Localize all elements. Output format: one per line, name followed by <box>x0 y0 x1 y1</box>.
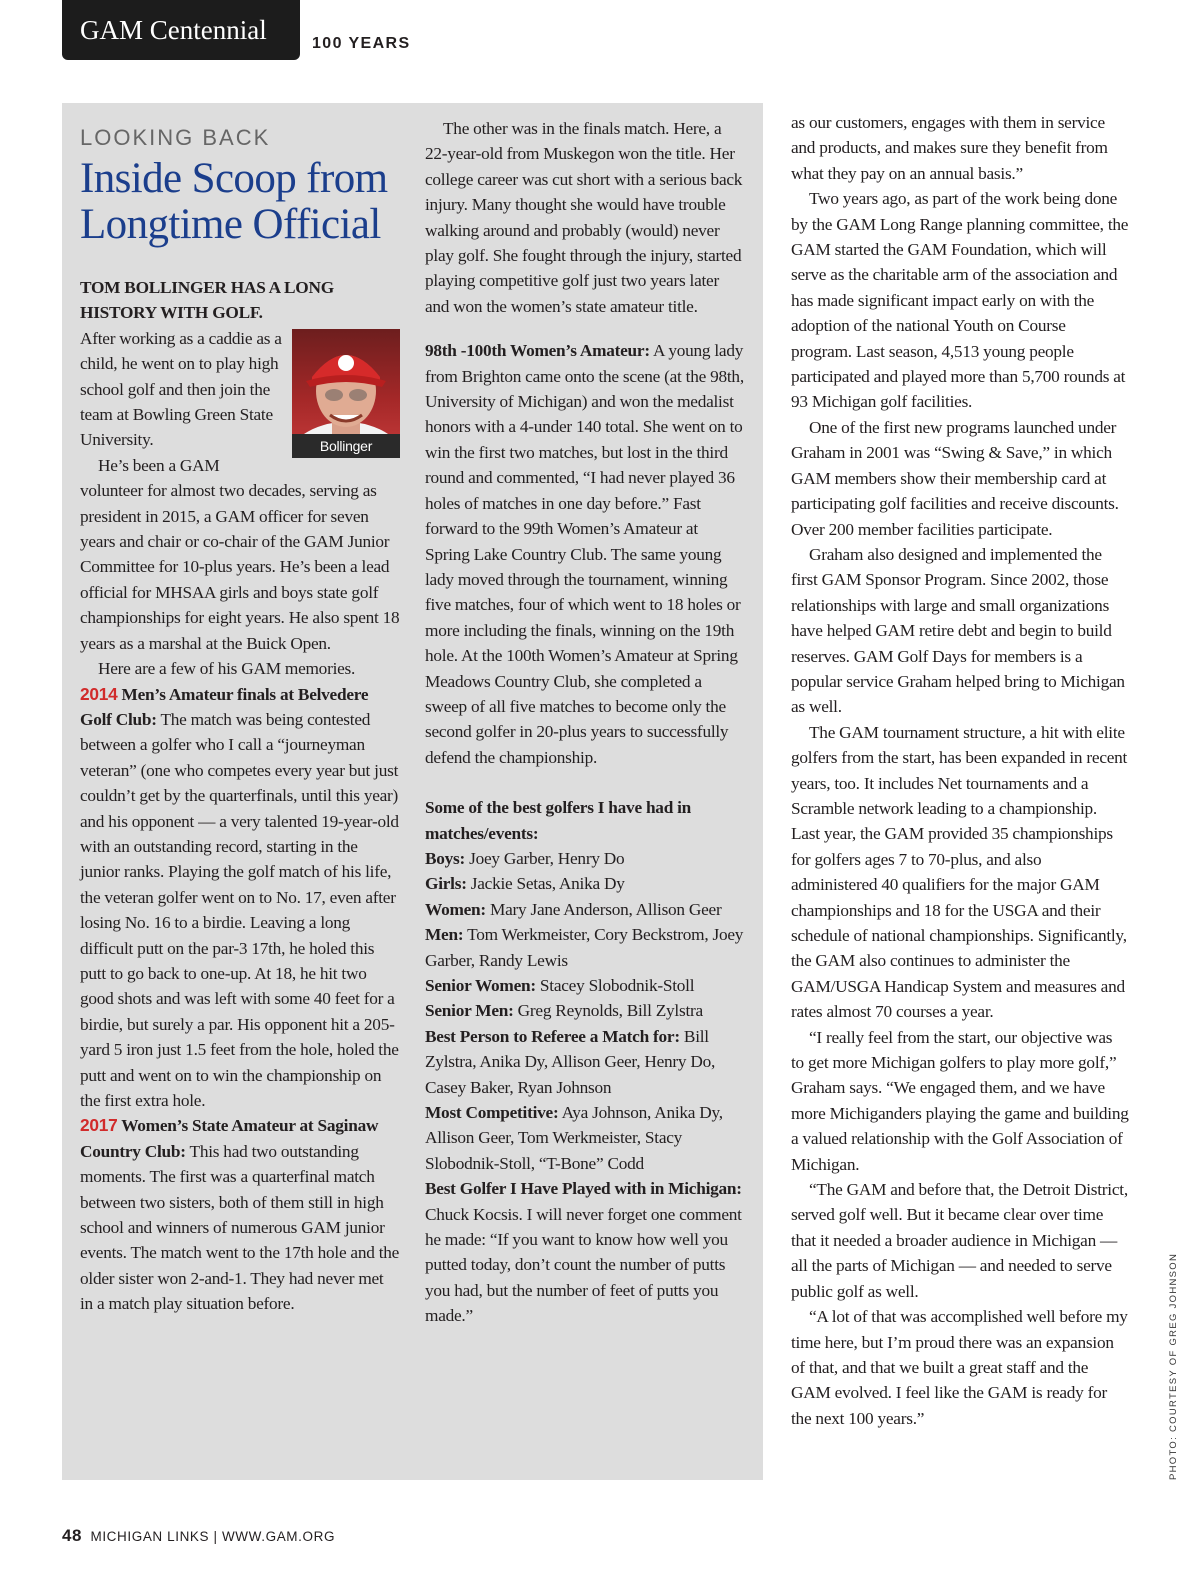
list-item-value: Jackie Setas, Anika Dy <box>466 874 625 894</box>
list-item-value: Stacey Slobodnik-Stoll <box>535 976 695 995</box>
best-golfers-heading: Some of the best golfers I have had in matches/events: <box>425 798 692 843</box>
list-item <box>425 1176 745 1328</box>
section-tab: GAM Centennial <box>62 0 300 60</box>
sidebar-column-2 <box>425 116 745 1329</box>
list-item <box>425 922 745 973</box>
article-paragraph: The GAM tournament structure, a hit with elite golfers from the start, has been expanded in recent years, too. It includes Net tournaments and a Scramble network leading to a championship. Last year, the GAM provided 35 championships for golfers ages 7 to 70-plus, and also administered 40 qualifiers for the major GAM championships and 18 for the USGA and their schedule of national championships. Significantly, the GAM also continues to administer the GAM/USGA Handicap System and measures and rates almost 70 courses a year. <box>791 722 1128 1022</box>
list-item <box>425 1100 745 1176</box>
memory-2017 <box>80 1113 400 1316</box>
list-item <box>425 897 745 922</box>
memory-2014-text: The match was being contested between a golfer who I call a “journeyman veteran” (one who competes every year but just couldn’t get by the quarterfinals, until this year) and his opponent — a very talented 19-year-old with an outstanding record, starting in the junior ranks. Playing the golf match of his life, the veteran golfer went on to No. 17, even after losing No. 16 to a birdie. Leaving a long difficult putt on the par-3 17th, he holed this putt to go back to one-up. At 18, he hit two good shots and was left with some 40 feet for a birdie, but surely a par. His opponent hit a 205-yard 5 iron just 1.5 feet from the hole, holed the putt and went on to win the championship on the first extra hole. <box>80 709 399 1110</box>
list-item-label: Best Person to Referee a Match for: <box>425 1026 680 1046</box>
list-item-label: Best Golfer I Have Played with in Michigan: <box>425 1179 742 1199</box>
memory-2017-title: Women’s State Amateur at Saginaw Country Club: <box>80 1116 379 1161</box>
footer-separator: | <box>213 1529 218 1544</box>
list-item-label: Senior Men: <box>425 1001 514 1021</box>
portrait-photo <box>292 329 400 458</box>
list-item-label: Senior Women: <box>425 976 536 995</box>
intro-paragraph-2: He’s been a GAM volunteer for almost two decades, serving as president in 2015, a GAM officer for seven years and chair or co-chair of the GAM Junior Committee for 10-plus years. He’s been a lead official for MHSAA girls and boys state golf championships for eight years. He also spent 18 years as a marshal at the Buick Open. <box>80 455 400 653</box>
memory-2017-text: This had two outstanding moments. The first was a quarterfinal match between two sisters, both of them still in high school and winners of numerous GAM junior events. The match went to the 17th hole and the older sister won 2-and-1. They had never met in a match play situation before. <box>80 1141 400 1314</box>
memory-2014-title: Men’s Amateur finals at Belvedere Golf Club: <box>80 684 369 729</box>
article-column <box>791 110 1129 1431</box>
intro-paragraph-3: Here are a few of his GAM memories. <box>98 659 356 679</box>
memory-2014 <box>80 682 400 1114</box>
section-subtitle: 100 YEARS <box>312 35 411 52</box>
article-paragraph: One of the first new programs launched under Graham in 2001 was “Swing & Save,” in which GAM members show their membership card at participating golf facilities and receive discounts. Over 200 member facilities participate. <box>791 417 1119 539</box>
list-item-label: Girls: <box>425 874 467 894</box>
article-paragraph: “The GAM and before that, the Detroit District, served golf well. But it became clear over time that it needed a broader audience in Michigan — all the parts of Michigan — and needed to serve public golf as well. <box>791 1180 1128 1301</box>
memory-2017-continued: The other was in the finals match. Here, a 22-year-old from Muskegon won the title. Her college career was cut short with a serious back injury. Many thought she would have trouble walking around and probably (would) never play golf. She fought through the injury, started playing competitive golf just two years later and won the women’s state amateur title. <box>425 119 743 316</box>
memory-womens-amateur-title: 98th -100th Women’s Amateur: <box>425 341 650 361</box>
website-link[interactable]: WWW.GAM.ORG <box>221 1529 336 1544</box>
intro-paragraph-1: After working as a caddie as a child, he went on to play high school golf and then join the team at Bowling Green State University. <box>80 328 282 450</box>
list-item <box>425 998 745 1023</box>
list-item <box>425 846 745 871</box>
list-item-label: Boys: <box>425 848 466 868</box>
page-number: 48 <box>62 1526 83 1545</box>
list-item-value: Tom Werkmeister, Cory Beckstrom, Joey Garber, Randy Lewis <box>425 925 744 970</box>
sidebar-title: Inside Scoop from Longtime Official <box>80 155 388 248</box>
list-item-value: Bill Zylstra, Anika Dy, Allison Geer, Henry Do, Casey Baker, Ryan Johnson <box>425 1026 716 1097</box>
article-paragraph: Graham also designed and implemented the first GAM Sponsor Program. Since 2002, those relationships with large and small organizations have helped GAM retire debt and begin to build reserves. GAM Golf Days for members is a popular service Graham helped bring to Michigan as well. <box>791 544 1125 717</box>
kicker: LOOKING BACK <box>80 125 271 150</box>
photo-caption: Bollinger <box>292 434 400 458</box>
list-item-value: Mary Jane Anderson, Allison Geer <box>485 899 722 919</box>
list-item-label: Most Competitive: <box>425 1103 559 1123</box>
lead-text: TOM BOLLINGER HAS A LONG HISTORY WITH GOLF. <box>80 278 334 323</box>
article-paragraph: “I really feel from the start, our objective was to get more Michigan golfers to play more golf,” Graham says. “We engaged them, and we have more Michiganders playing the game and building a valued relationship with the Golf Association of Michigan. <box>791 1027 1129 1174</box>
list-item-label: Women: <box>425 899 486 919</box>
memory-womens-amateur-text: A young lady from Brighton came onto the scene (at the 98th, University of Michigan) and won the medalist honors with a 4-under 140 total. She went on to win the first two matches, but lost in the third round and commented, “I had never played 36 holes of matches in one day before.” Fast forward to the 99th Women’s Amateur at Spring Lake Country Club. The same young lady moved through the tournament, winning five matches, four of which went to 18 holes or more including the finals, winning on the 19th hole. At the 100th Women’s Amateur at Spring Meadows Country Club, she completed a sweep of all five matches to become only the second golfer in 20-plus years to successfully defend the championship. <box>425 341 744 767</box>
memory-womens-amateur <box>425 338 745 770</box>
list-item-value: Joey Garber, Henry Do <box>465 848 625 868</box>
page-footer <box>62 1526 335 1546</box>
publication-name: MICHIGAN LINKS <box>90 1529 210 1544</box>
article-paragraph: as our customers, engages with them in service and products, and makes sure they benefit from what they pay on an annual basis.” <box>791 113 1108 183</box>
article-paragraph: Two years ago, as part of the work being done by the GAM Long Range planning committee, the GAM started the GAM Foundation, which will serve as the charitable arm of the association and has made significant impact early on with the adoption of the national Youth on Course program. Last season, 4,513 young people participated and played more than 5,700 rounds at 93 Michigan golf facilities. <box>791 189 1129 412</box>
sidebar-column-1 <box>80 122 400 1317</box>
list-item-value: Aya Johnson, Anika Dy, Allison Geer, Tom Werkmeister, Stacy Slobodnik-Stoll, “T-Bone” Codd <box>425 1103 723 1173</box>
list-item-value: Greg Reynolds, Bill Zylstra <box>513 1001 703 1021</box>
article-paragraph: “A lot of that was accomplished well before my time here, but I’m proud there was an expansion of that, and that we built a great staff and the GAM evolved. I feel like the GAM is ready for the next 100 years.” <box>791 1307 1128 1428</box>
list-item-value: Chuck Kocsis. I will never forget one comment he made: “If you want to know how well you putted today, don’t count the number of putts you had, but the number of feet of putts you made.” <box>425 1204 742 1326</box>
photo-credit: PHOTO: COURTESY OF GREG JOHNSON <box>1168 1252 1179 1480</box>
list-item <box>425 1024 745 1100</box>
memory-2014-year: 2014 <box>80 683 118 704</box>
list-item-label: Men: <box>425 925 464 945</box>
best-golfers-list <box>425 846 745 1329</box>
memory-2017-year: 2017 <box>80 1115 118 1136</box>
list-item <box>425 871 745 896</box>
list-item <box>425 973 745 998</box>
